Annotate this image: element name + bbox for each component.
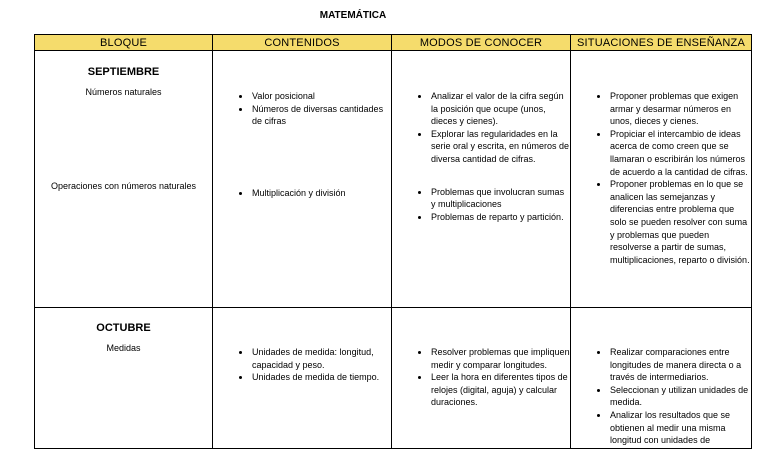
content-list [213, 346, 391, 384]
list-item: • Analizar los resultados que se obtienen al medir una misma longitud con unidades de [609, 409, 751, 447]
table-row [35, 308, 752, 449]
list-item: • Resolver problemas que impliquen medir y comparar longitudes. [430, 346, 570, 371]
modos-list [392, 346, 570, 409]
list-item: • Propiciar el intercambio de ideas acerca de como creen que se llamaran o escribirán los números de acuerdo a la cantidad de cifras. [609, 128, 751, 178]
list-item: • Realizar comparaciones entre longitudes de manera directa o a través de intermediarios. [609, 346, 751, 384]
modos-list [392, 186, 570, 224]
planning-table [34, 34, 752, 449]
list-item: • Valor posicional [251, 90, 391, 103]
header-bloque: BLOQUE [35, 35, 213, 51]
header-situaciones-de-ensenanza: SITUACIONES DE ENSEÑANZA [571, 35, 752, 51]
situaciones-cell [571, 51, 752, 308]
content-list [213, 187, 391, 200]
bloque-cell [35, 51, 213, 308]
list-item: • Problemas que involucran sumas y multiplicaciones [430, 186, 570, 211]
content-list [213, 90, 391, 128]
modos-cell [392, 308, 571, 449]
month-heading: SEPTIEMBRE [87, 66, 160, 78]
situaciones-list [571, 346, 751, 447]
list-item: • Números de diversas cantidades de cifras [251, 103, 391, 128]
situaciones-list [571, 90, 751, 266]
list-item: • Unidades de medida: longitud, capacidad y peso. [251, 346, 391, 371]
document-title: MATEMÁTICA [319, 10, 387, 21]
contenidos-cell [213, 51, 392, 308]
topic-label: Operaciones con números naturales [50, 181, 197, 191]
modos-cell [392, 51, 571, 308]
list-item: • Multiplicación y división [251, 187, 391, 200]
bloque-cell [35, 308, 213, 449]
list-item: • Unidades de medida de tiempo. [251, 371, 391, 384]
list-item: • Problemas de reparto y partición. [430, 211, 570, 224]
situaciones-cell [571, 308, 752, 449]
modos-list [392, 90, 570, 166]
header-modos-de-conocer: MODOS DE CONOCER [392, 35, 571, 51]
list-item: • Leer la hora en diferentes tipos de relojes (digital, aguja) y calcular duraciones. [430, 371, 570, 409]
topic-label: Medidas [106, 343, 141, 353]
table-header-row [35, 35, 752, 51]
list-item: • Seleccionan y utilizan unidades de medida. [609, 384, 751, 409]
contenidos-cell [213, 308, 392, 449]
table-row [35, 51, 752, 308]
list-item: • Analizar el valor de la cifra según la posición que ocupe (unos, dieces y cienes). [430, 90, 570, 128]
list-item: • Proponer problemas en lo que se analicen las semejanzas y diferencias entre problema que solo se pueden resolver con suma y problemas que pueden resolverse a partir de sumas, multiplicaciones, reparto o división. [609, 178, 751, 266]
list-item: • Explorar las regularidades en la serie oral y escrita, en números de diversa cantidad de cifras. [430, 128, 570, 166]
list-item: • Proponer problemas que exigen armar y desarmar números en unos, dieces y cienes. [609, 90, 751, 128]
topic-label: Números naturales [85, 87, 162, 97]
header-contenidos: CONTENIDOS [213, 35, 392, 51]
month-heading: OCTUBRE [96, 322, 151, 334]
